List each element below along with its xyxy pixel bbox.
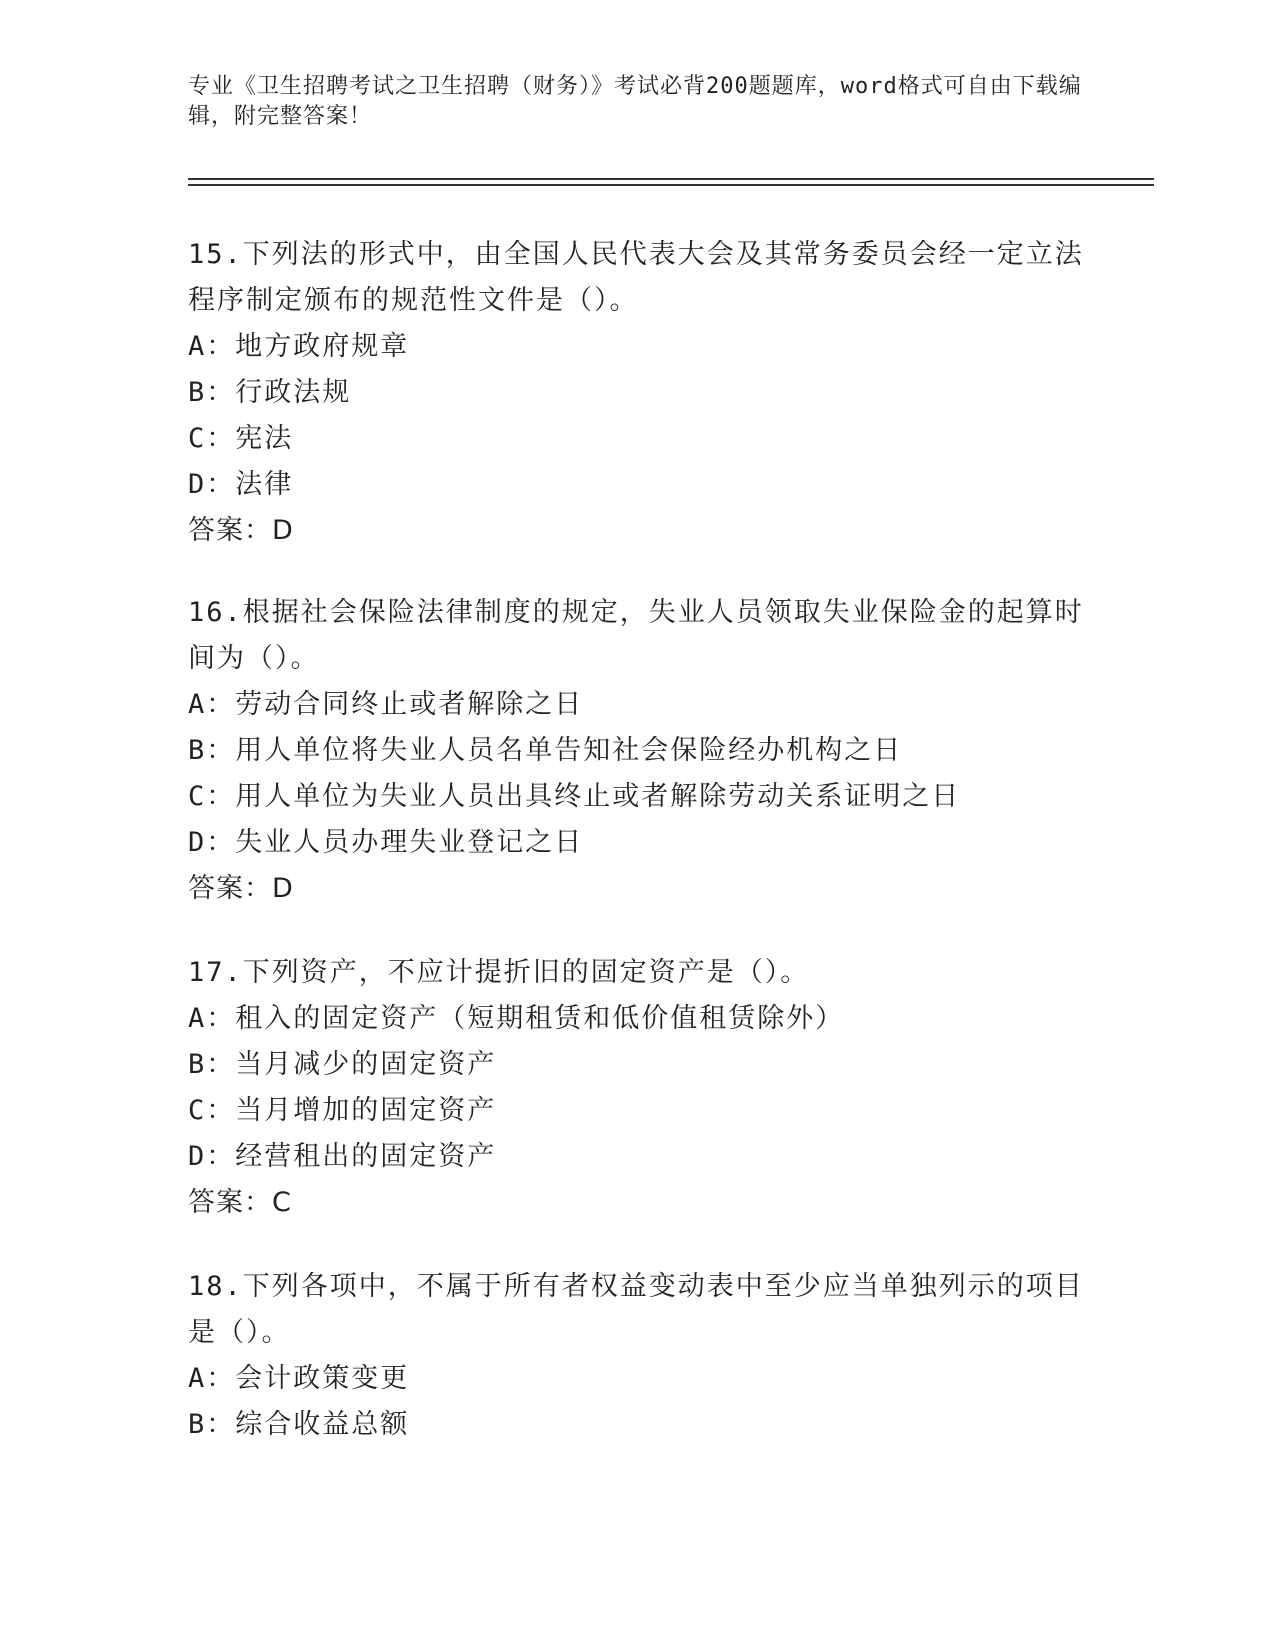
header-divider-top	[188, 178, 1154, 180]
question-17	[188, 950, 1088, 1226]
answer-line: 答案：D	[188, 873, 294, 904]
option-a: A：劳动合同终止或者解除之日	[188, 689, 584, 720]
option-d: D：经营租出的固定资产	[188, 1141, 497, 1172]
answer-line: 答案：C	[188, 1187, 292, 1218]
option-c: C：宪法	[188, 423, 294, 454]
option-a: A：会计政策变更	[188, 1363, 410, 1394]
option-b: B：综合收益总额	[188, 1409, 410, 1440]
option-a: A：租入的固定资产（短期租赁和低价值租赁除外）	[188, 1003, 845, 1034]
option-b: B：当月减少的固定资产	[188, 1049, 497, 1080]
option-b: B：行政法规	[188, 377, 352, 408]
question-18	[188, 1264, 1088, 1448]
option-d: D：法律	[188, 469, 294, 500]
question-16	[188, 590, 1088, 912]
question-15	[188, 232, 1088, 554]
option-c: C：当月增加的固定资产	[188, 1095, 497, 1126]
question-stem: 17.下列资产，不应计提折旧的固定资产是（）。	[188, 957, 810, 988]
question-stem: 15.下列法的形式中，由全国人民代表大会及其常务委员会经一定立法程序制定颁布的规范性文件是（）。	[188, 239, 1084, 316]
header-divider-bottom	[188, 184, 1154, 186]
answer-line: 答案：D	[188, 515, 294, 546]
option-b: B：用人单位将失业人员名单告知社会保险经办机构之日	[188, 735, 903, 766]
option-c: C：用人单位为失业人员出具终止或者解除劳动关系证明之日	[188, 781, 961, 812]
option-d: D：失业人员办理失业登记之日	[188, 827, 584, 858]
document-header: 专业《卫生招聘考试之卫生招聘（财务）》考试必背200题题库，word格式可自由下载编辑，附完整答案！	[188, 74, 1082, 129]
question-stem: 18.下列各项中，不属于所有者权益变动表中至少应当单独列示的项目是（）。	[188, 1271, 1084, 1348]
option-a: A：地方政府规章	[188, 331, 410, 362]
question-stem: 16.根据社会保险法律制度的规定，失业人员领取失业保险金的起算时间为（）。	[188, 597, 1084, 674]
